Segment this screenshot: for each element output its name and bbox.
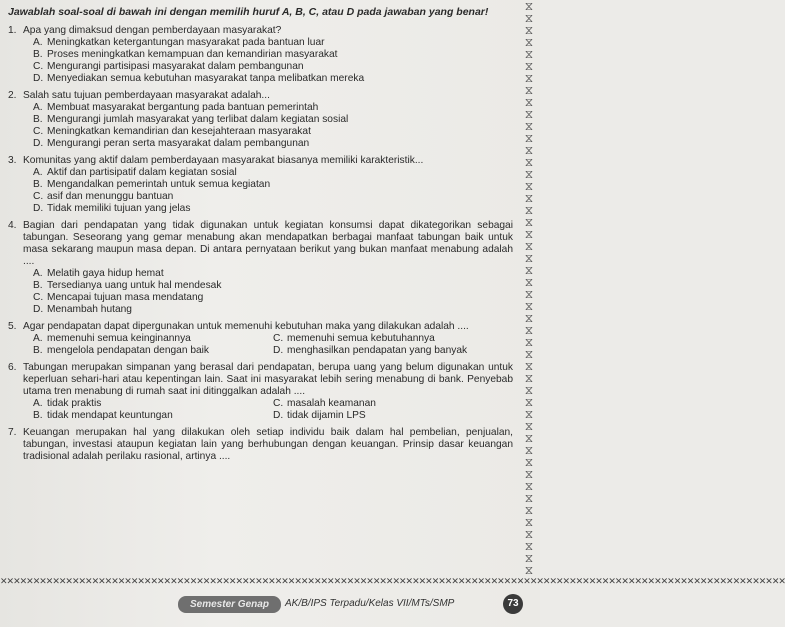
question-2 — [8, 90, 513, 150]
option-text: Proses meningkatkan kemampuan dan kemandirian masyarakat — [47, 49, 338, 60]
option-text: Mengurangi peran serta masyarakat dalam pembangunan — [47, 138, 310, 149]
option-letter: A. — [33, 167, 43, 178]
question-text: Tabungan merupakan simpanan yang berasal dari pendapatan, berupa uang yang belum digunakan untuk keperluan sehari-hari atau kepentingan lain. Saat ini masyarakat lebih sering menabung di bank. Penyebab utama tren menabung di rumah saat ini ditinggalkan adalah .... — [23, 362, 513, 397]
option-letter: A. — [33, 398, 43, 409]
question-number: 5. — [8, 321, 17, 332]
option-c[interactable] — [273, 398, 513, 410]
option-letter: C. — [33, 191, 44, 202]
option-letter: B. — [33, 410, 43, 421]
option-text: Tersedianya uang untuk hal mendesak — [47, 280, 222, 291]
question-text: Bagian dari pendapatan yang tidak digunakan untuk kegiatan konsumsi dapat dikategorikan sebagai tabungan. Seseorang yang gemar menabung akan mendapatkan berbagai manfaat tabungan baik untuk masa sekarang maupun masa depan. Di antara pernyataan berikut yang bukan manfaat menabung adalah .... — [23, 220, 513, 267]
question-number: 6. — [8, 362, 17, 373]
option-letter: D. — [33, 138, 44, 149]
option-d[interactable] — [33, 203, 513, 215]
option-d[interactable] — [33, 73, 513, 85]
option-d[interactable] — [33, 138, 513, 150]
option-text: memenuhi semua kebutuhannya — [287, 333, 435, 344]
option-letter: B. — [33, 280, 43, 291]
question-text: Komunitas yang aktif dalam pemberdayaan masyarakat biasanya memiliki karakteristik... — [23, 155, 424, 166]
option-c[interactable] — [33, 292, 513, 304]
option-text: Tidak memiliki tujuan yang jelas — [47, 203, 191, 214]
question-number: 4. — [8, 220, 17, 231]
option-a[interactable] — [33, 268, 513, 280]
option-text: memenuhi semua keinginannya — [47, 333, 191, 344]
option-a[interactable] — [33, 333, 273, 345]
option-b[interactable] — [33, 114, 513, 126]
question-number: 2. — [8, 90, 17, 101]
option-d[interactable] — [33, 304, 513, 316]
question-text: Salah satu tujuan pemberdayaan masyarakat adalah... — [23, 90, 270, 101]
option-c[interactable] — [273, 333, 513, 345]
question-1 — [8, 25, 513, 85]
option-letter: A. — [33, 268, 43, 279]
option-text: tidak dijamin LPS — [287, 410, 366, 421]
option-text: Meningkatkan ketergantungan masyarakat pada bantuan luar — [47, 37, 325, 48]
option-letter: C. — [33, 126, 44, 137]
option-letter: A. — [33, 37, 43, 48]
instructions: Jawablah soal-soal di bawah ini dengan memilih huruf A, B, C, atau D pada jawaban yang benar! — [8, 6, 489, 18]
option-text: Membuat masyarakat bergantung pada bantuan pemerintah — [47, 102, 319, 113]
option-text: asif dan menunggu bantuan — [47, 191, 174, 202]
option-letter: A. — [33, 333, 43, 344]
option-letter: A. — [33, 102, 43, 113]
question-number: 3. — [8, 155, 17, 166]
option-text: Menyediakan semua kebutuhan masyarakat tanpa melibatkan mereka — [47, 73, 365, 84]
option-text: Mengurangi partisipasi masyarakat dalam pembangunan — [47, 61, 304, 72]
option-letter: C. — [33, 61, 44, 72]
option-b[interactable] — [33, 49, 513, 61]
option-text: Mencapai tujuan masa mendatang — [47, 292, 204, 303]
question-5 — [8, 321, 513, 357]
question-list — [8, 6, 513, 468]
question-number: 7. — [8, 427, 17, 438]
page-number: 73 — [503, 594, 523, 614]
option-letter: C. — [273, 398, 284, 409]
page-footer — [0, 592, 540, 622]
option-text: masalah keamanan — [287, 398, 376, 409]
option-b[interactable] — [33, 410, 273, 422]
option-a[interactable] — [33, 102, 513, 114]
option-a[interactable] — [33, 37, 513, 49]
option-b[interactable] — [33, 345, 273, 357]
option-letter: B. — [33, 114, 43, 125]
option-b[interactable] — [33, 280, 513, 292]
option-letter: D. — [273, 410, 284, 421]
option-letter: D. — [33, 203, 44, 214]
option-text: Meningkatkan kemandirian dan kesejahteraan masyarakat — [47, 126, 311, 137]
question-text: Apa yang dimaksud dengan pemberdayaan masyarakat? — [23, 25, 282, 36]
decorative-band-icon: ✕✕✕✕✕✕✕✕✕✕✕✕✕✕✕✕✕✕✕✕✕✕✕✕✕✕✕✕✕✕✕✕✕✕✕✕✕✕✕✕✕✕✕✕✕✕✕✕✕✕✕✕✕✕✕✕✕✕✕✕✕✕✕✕✕✕✕✕✕✕✕✕✕✕✕✕✕✕✕✕✕✕✕✕✕✕✕✕✕✕✕✕✕✕✕✕✕✕✕✕✕✕✕✕✕✕✕✕✕✕✕✕✕✕✕✕✕✕✕✕ — [0, 577, 785, 587]
option-d[interactable] — [273, 345, 513, 357]
question-text: Agar pendapatan dapat dipergunakan untuk memenuhi kebutuhan maka yang dilakukan adalah .... — [23, 321, 469, 332]
option-c[interactable] — [33, 126, 513, 138]
option-letter: D. — [33, 73, 44, 84]
option-c[interactable] — [33, 61, 513, 73]
question-text: Keuangan merupakan hal yang dilakukan oleh setiap individu baik dalam hal pembelian, penjualan, tabungan, investasi ataupun kegiatan lain yang berhubungan dengan keuangan. Prinsip dasar keuangan tradisional adalah perilaku rasional, artinya .... — [23, 427, 513, 462]
option-letter: C. — [273, 333, 284, 344]
decorative-border-icon: ⧖ ⧖ ⧖ ⧖ ⧖ ⧖ ⧖ ⧖ ⧖ ⧖ ⧖ ⧖ ⧖ ⧖ ⧖ ⧖ ⧖ ⧖ ⧖ ⧖ ⧖ ⧖ ⧖ ⧖ ⧖ ⧖ ⧖ ⧖ ⧖ ⧖ ⧖ ⧖ ⧖ ⧖ ⧖ ⧖ ⧖ ⧖ ⧖ ⧖ ⧖ ⧖ ⧖ ⧖ ⧖ ⧖ ⧖ ⧖ — [524, 0, 534, 577]
option-text: Menambah hutang — [47, 304, 132, 315]
option-letter: D. — [273, 345, 284, 356]
semester-badge: Semester Genap — [178, 596, 281, 613]
question-number: 1. — [8, 25, 17, 36]
option-text: Melatih gaya hidup hemat — [47, 268, 164, 279]
option-letter: B. — [33, 179, 43, 190]
option-text: tidak praktis — [47, 398, 102, 409]
option-a[interactable] — [33, 167, 513, 179]
option-text: menghasilkan pendapatan yang banyak — [287, 345, 468, 356]
option-c[interactable] — [33, 191, 513, 203]
question-7 — [8, 427, 513, 463]
question-3 — [8, 155, 513, 215]
question-4 — [8, 220, 513, 316]
book-title: AK/B/IPS Terpadu/Kelas VII/MTs/SMP — [285, 598, 455, 609]
option-d[interactable] — [273, 410, 513, 422]
option-b[interactable] — [33, 179, 513, 191]
option-text: Aktif dan partisipatif dalam kegiatan sosial — [47, 167, 237, 178]
question-6 — [8, 362, 513, 422]
option-letter: D. — [33, 304, 44, 315]
option-text: tidak mendapat keuntungan — [47, 410, 173, 421]
option-text: Mengurangi jumlah masyarakat yang terlibat dalam kegiatan sosial — [47, 114, 349, 125]
option-a[interactable] — [33, 398, 273, 410]
option-letter: B. — [33, 345, 43, 356]
option-text: Mengandalkan pemerintah untuk semua kegiatan — [47, 179, 271, 190]
option-letter: B. — [33, 49, 43, 60]
option-letter: C. — [33, 292, 44, 303]
option-text: mengelola pendapatan dengan baik — [47, 345, 210, 356]
